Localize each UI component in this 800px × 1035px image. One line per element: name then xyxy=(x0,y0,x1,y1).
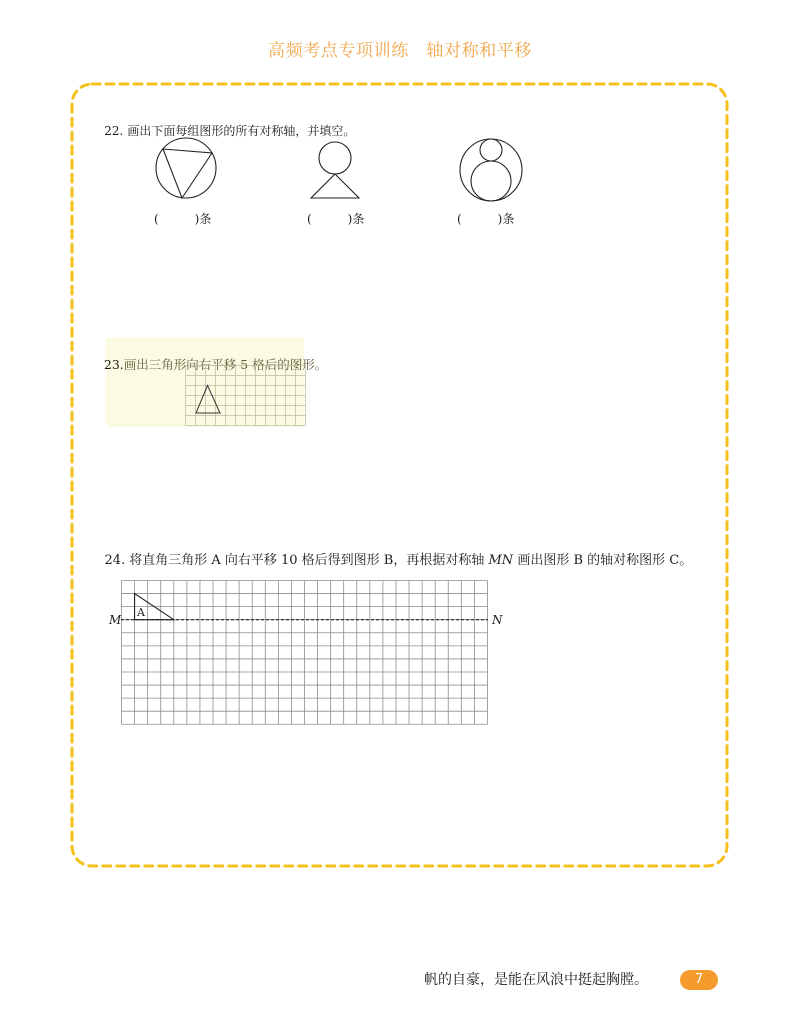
question-prompt-end: 画出图形 B 的轴对称图形 C。 xyxy=(513,553,693,568)
inscribed-triangle xyxy=(163,149,212,198)
answer-blank-3: ( )条 xyxy=(457,212,515,226)
circle-with-inscribed-triangle-figure xyxy=(150,132,222,204)
outer-circle xyxy=(156,138,216,198)
question-prompt: 画出三角形向右平移 5 格后的图形。 xyxy=(123,357,328,372)
top-circle xyxy=(319,142,351,174)
q23-grid-figure xyxy=(185,365,307,427)
medium-circle xyxy=(471,161,511,201)
big-circle xyxy=(460,139,522,201)
question-number: 22. xyxy=(104,124,124,138)
bottom-triangle xyxy=(311,174,359,198)
nested-circles-figure xyxy=(457,136,525,204)
small-circle xyxy=(480,139,502,161)
q23-triangle xyxy=(196,386,220,414)
page-number-badge: 7 xyxy=(680,970,718,990)
axis-label-n: N xyxy=(492,613,503,627)
answer-blank-1: ( )条 xyxy=(154,212,212,226)
question-number: 24. xyxy=(104,553,126,568)
question-number: 23. xyxy=(103,357,124,372)
answer-blank-2: ( )条 xyxy=(307,212,365,226)
axis-name: MN xyxy=(488,553,514,568)
axis-label-m: M xyxy=(109,613,122,627)
question-prompt: 画出下面每组图形的所有对称轴，并填空。 xyxy=(127,124,356,138)
question-prompt-start: 将直角三角形 A 向右平移 10 格后得到图形 B，再根据对称轴 xyxy=(129,553,489,568)
question-24 xyxy=(88,537,692,585)
q24-grid xyxy=(122,581,488,725)
footer-motto: 帆的自豪，是能在风浪中挺起胸膛。 xyxy=(424,972,648,988)
triangle-label-a: A xyxy=(137,606,145,619)
q24-grid-figure xyxy=(121,580,489,726)
page-title: 高频考点专项训练 轴对称和平移 xyxy=(268,41,532,61)
circle-above-triangle-figure xyxy=(305,138,365,200)
